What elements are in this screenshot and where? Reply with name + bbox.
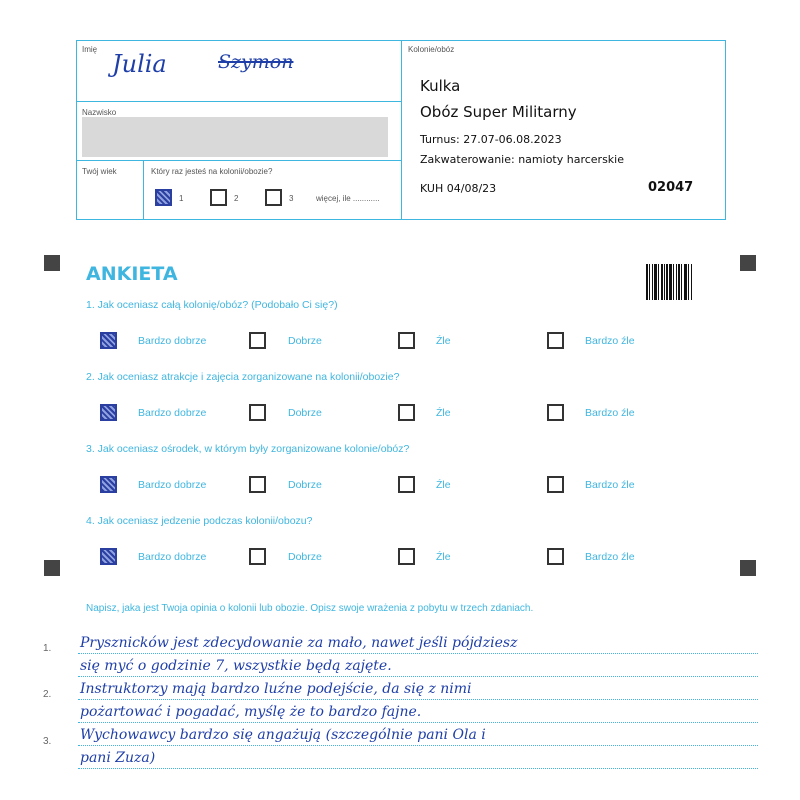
q4-option-bardzo-zle-checkbox[interactable]	[547, 548, 564, 565]
q4-option-dobrze-label: Dobrze	[288, 551, 322, 563]
q3-option-dobrze-checkbox[interactable]	[249, 476, 266, 493]
answer-text-line-3: Instruktorzy mają bardzo luźne podejście, da się z nimi	[80, 681, 472, 697]
question-2: 2. Jak oceniasz atrakcje i zajęcia zorganizowane na kolonii/obozie?	[86, 371, 400, 383]
q2-option-dobrze-checkbox[interactable]	[249, 404, 266, 421]
q2-option-bardzo-zle-checkbox[interactable]	[547, 404, 564, 421]
q3-option-bardzo-zle-checkbox[interactable]	[547, 476, 564, 493]
answer-line-1	[78, 653, 758, 654]
question-1: 1. Jak oceniasz całą kolonię/obóz? (Podobało Ci się?)	[86, 299, 338, 311]
q3-option-bardzo-zle-label: Bardzo źle	[585, 479, 635, 491]
q1-option-zle-label: Źle	[436, 335, 451, 347]
q4-option-zle-label: Źle	[436, 551, 451, 563]
q4-option-dobrze-checkbox[interactable]	[249, 548, 266, 565]
times-label-3: 3	[289, 194, 294, 203]
redacted-surname	[82, 117, 388, 157]
q2-option-bardzo-dobrze-checkbox[interactable]	[100, 404, 117, 421]
q1-option-bardzo-dobrze-checkbox[interactable]	[100, 332, 117, 349]
camp-label: Kolonie/obóz	[408, 45, 455, 54]
q1-option-dobrze-checkbox[interactable]	[249, 332, 266, 349]
answer-line-6	[78, 768, 758, 769]
q2-option-bardzo-zle-label: Bardzo źle	[585, 407, 635, 419]
opinion-prompt: Napisz, jaka jest Twoja opinia o kolonii lub obozie. Opisz swoje wrażenia z pobytu w trzech zdaniach.	[86, 603, 534, 614]
times-checkbox-3[interactable]	[265, 189, 282, 206]
q3-option-zle-checkbox[interactable]	[398, 476, 415, 493]
form-number: 02047	[648, 180, 694, 195]
barcode	[646, 264, 693, 300]
times-label-2: 2	[234, 194, 239, 203]
answer-text-line-2: się myć o godzinie 7, wszystkie będą zajęte.	[80, 658, 392, 674]
q4-option-zle-checkbox[interactable]	[398, 548, 415, 565]
imie-value: Julia	[112, 50, 167, 78]
header-divider-2	[76, 160, 401, 161]
times-label-1: 1	[179, 194, 184, 203]
ktory-raz-label: Który raz jesteś na kolonii/obozie?	[151, 167, 273, 176]
header-divider-1	[76, 101, 401, 102]
question-3: 3. Jak oceniasz ośrodek, w którym były zorganizowane kolonie/obóz?	[86, 443, 410, 455]
imie-crossed-out: Szymon	[218, 51, 294, 73]
answer-text-line-6: pani Zuza)	[80, 750, 156, 766]
answer-text-line-5: Wychowawcy bardzo się angażują (szczególnie pani Ola i	[80, 727, 486, 743]
header-divider-age	[143, 160, 144, 220]
turnus: Turnus: 27.07-06.08.2023	[420, 133, 562, 146]
answer-number-2: 2.	[43, 689, 52, 700]
camp-code: KUH 04/08/23	[420, 182, 497, 195]
q3-option-bardzo-dobrze-label: Bardzo dobrze	[138, 479, 207, 491]
q4-option-bardzo-zle-label: Bardzo źle	[585, 551, 635, 563]
q1-option-bardzo-zle-checkbox[interactable]	[547, 332, 564, 349]
q1-option-bardzo-zle-label: Bardzo źle	[585, 335, 635, 347]
wiek-label: Twój wiek	[82, 167, 117, 176]
answer-text-line-1: Prysznicków jest zdecydowanie za mało, nawet jeśli pójdziesz	[80, 635, 518, 651]
q3-option-dobrze-label: Dobrze	[288, 479, 322, 491]
zakwaterowanie: Zakwaterowanie: namioty harcerskie	[420, 153, 624, 166]
camp-name: Kulka	[420, 77, 461, 95]
q2-option-dobrze-label: Dobrze	[288, 407, 322, 419]
q1-option-bardzo-dobrze-label: Bardzo dobrze	[138, 335, 207, 347]
q2-option-bardzo-dobrze-label: Bardzo dobrze	[138, 407, 207, 419]
answer-line-5	[78, 745, 758, 746]
question-4: 4. Jak oceniasz jedzenie podczas kolonii/obozu?	[86, 515, 313, 527]
q3-option-zle-label: Źle	[436, 479, 451, 491]
answer-line-3	[78, 699, 758, 700]
times-checkbox-1[interactable]	[155, 189, 172, 206]
q2-option-zle-checkbox[interactable]	[398, 404, 415, 421]
registration-marker-bl	[44, 560, 60, 576]
q1-option-zle-checkbox[interactable]	[398, 332, 415, 349]
answer-line-4	[78, 722, 758, 723]
q4-option-bardzo-dobrze-label: Bardzo dobrze	[138, 551, 207, 563]
camp-type: Obóz Super Militarny	[420, 103, 577, 121]
answer-line-2	[78, 676, 758, 677]
q3-option-bardzo-dobrze-checkbox[interactable]	[100, 476, 117, 493]
q2-option-zle-label: Źle	[436, 407, 451, 419]
registration-marker-br	[740, 560, 756, 576]
survey-title: ANKIETA	[86, 263, 178, 285]
imie-label: Imię	[82, 45, 98, 54]
answer-number-1: 1.	[43, 643, 52, 654]
nazwisko-label: Nazwisko	[82, 108, 117, 117]
times-checkbox-2[interactable]	[210, 189, 227, 206]
q1-option-dobrze-label: Dobrze	[288, 335, 322, 347]
registration-marker-tl	[44, 255, 60, 271]
q4-option-bardzo-dobrze-checkbox[interactable]	[100, 548, 117, 565]
barcode-bar	[692, 264, 693, 300]
answer-text-line-4: pożartować i pogadać, myślę że to bardzo fajne.	[80, 704, 422, 720]
header-divider-vertical	[401, 40, 402, 220]
registration-marker-tr	[740, 255, 756, 271]
times-more-label: więcej, ile ............	[316, 194, 380, 203]
answer-number-3: 3.	[43, 736, 52, 747]
